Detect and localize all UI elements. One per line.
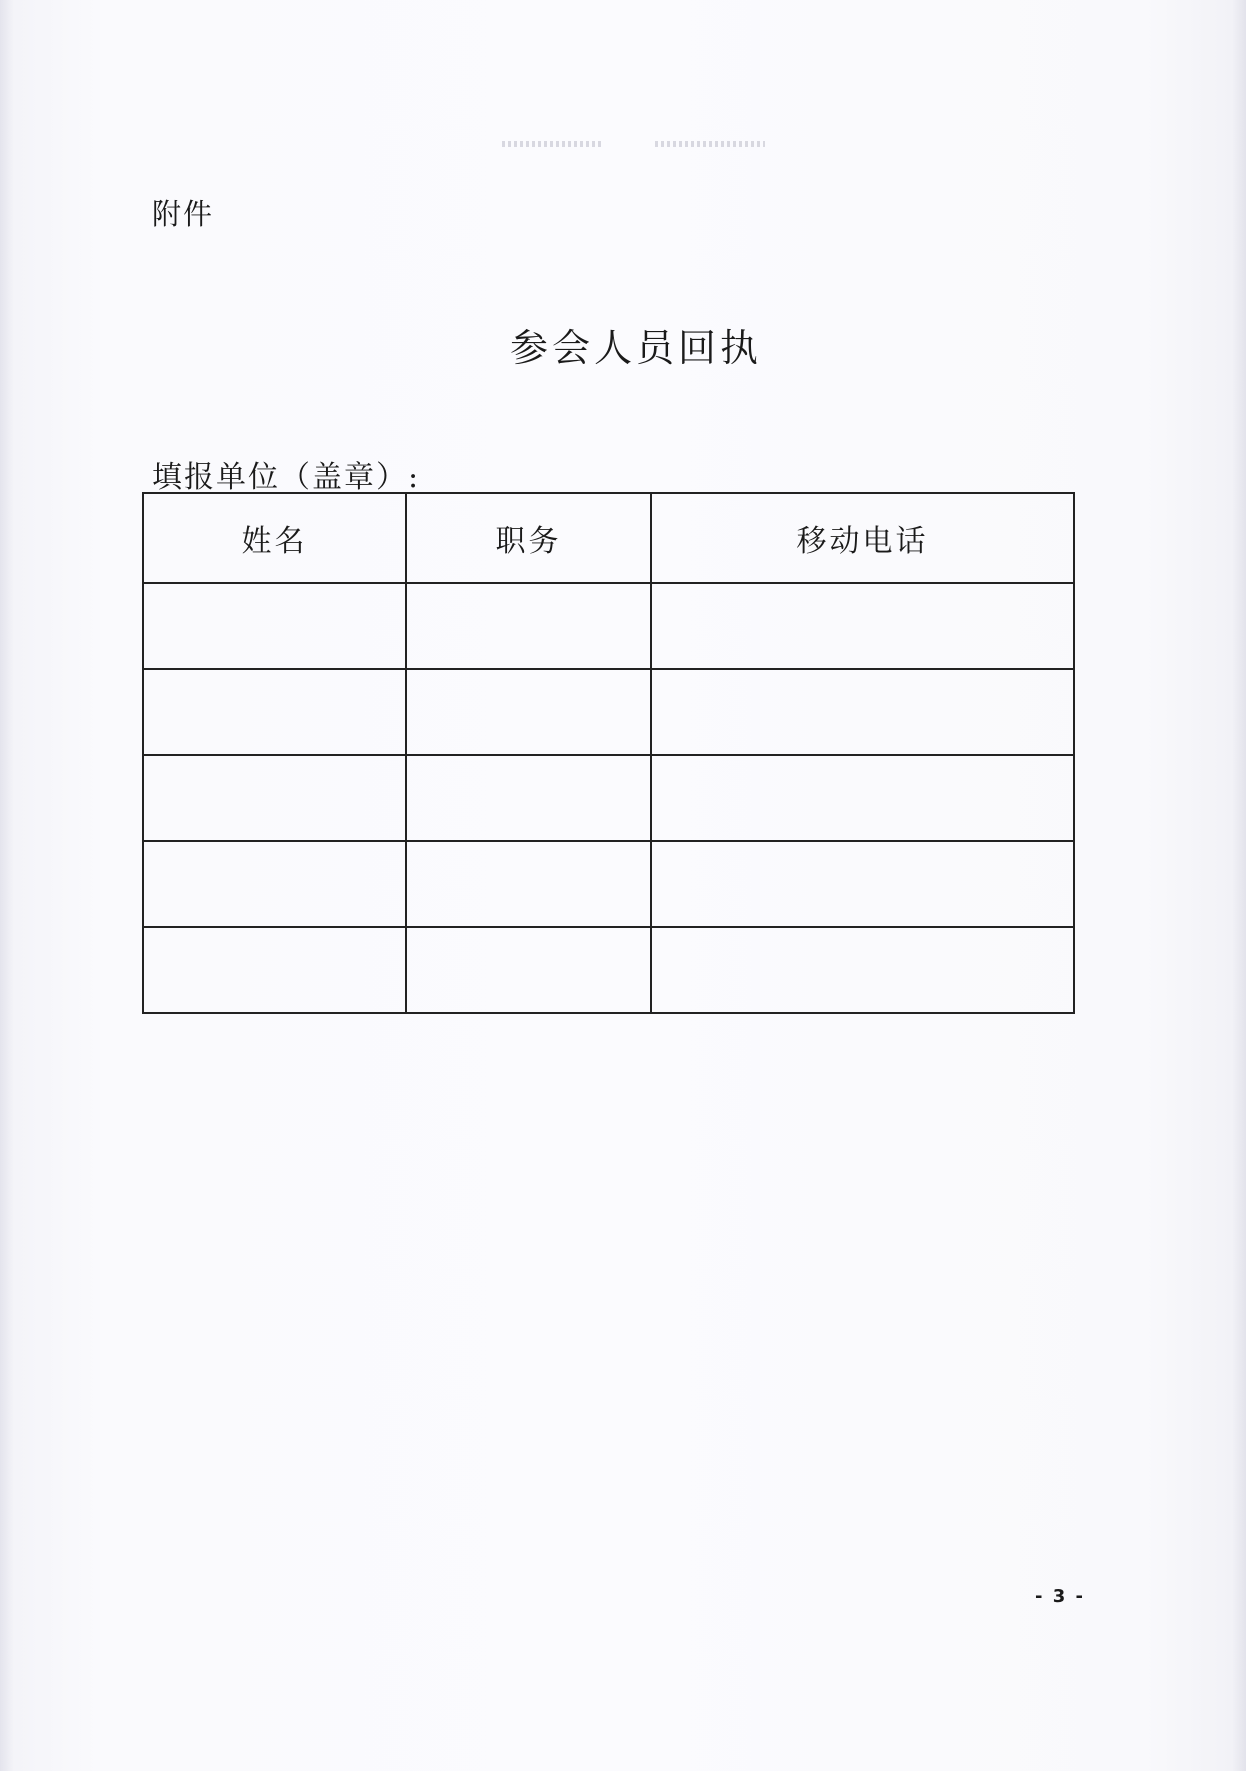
table-cell-name[interactable] <box>143 927 406 1013</box>
table-row <box>143 583 1074 669</box>
document-title-text: 参会人员回执 <box>509 326 762 370</box>
table-cell-mobile-phone[interactable] <box>651 669 1074 755</box>
table-row <box>143 669 1074 755</box>
column-header-position: 职务 <box>406 493 651 583</box>
fill-unit-label: 填报单位（盖章）: <box>152 460 421 495</box>
table-cell-name[interactable] <box>143 755 406 841</box>
table-row <box>143 927 1074 1013</box>
table-row <box>143 755 1074 841</box>
scan-shadow-left <box>0 0 14 1771</box>
bleed-through-mark <box>655 141 765 147</box>
fill-unit-row <box>152 452 809 496</box>
table-cell-mobile-phone[interactable] <box>651 841 1074 927</box>
table-cell-name[interactable] <box>143 841 406 927</box>
table-cell-position[interactable] <box>406 927 651 1013</box>
page-number: - 3 - <box>1035 1586 1085 1607</box>
table-cell-position[interactable] <box>406 755 651 841</box>
table-cell-name[interactable] <box>143 669 406 755</box>
scan-shadow-right <box>1232 0 1246 1771</box>
table-cell-name[interactable] <box>143 583 406 669</box>
table-header-row <box>143 493 1074 583</box>
table-row <box>143 841 1074 927</box>
table-cell-mobile-phone[interactable] <box>651 927 1074 1013</box>
fill-unit-blank-line[interactable] <box>444 462 809 494</box>
document-title <box>0 317 1246 372</box>
table-cell-position[interactable] <box>406 583 651 669</box>
table-cell-position[interactable] <box>406 669 651 755</box>
column-header-name: 姓名 <box>143 493 406 583</box>
table-cell-mobile-phone[interactable] <box>651 755 1074 841</box>
attendee-table <box>142 492 1075 1014</box>
attachment-label: 附件 <box>152 197 215 231</box>
column-header-mobile-phone: 移动电话 <box>651 493 1074 583</box>
bleed-through-mark <box>502 141 602 147</box>
table-cell-mobile-phone[interactable] <box>651 583 1074 669</box>
table-cell-position[interactable] <box>406 841 651 927</box>
